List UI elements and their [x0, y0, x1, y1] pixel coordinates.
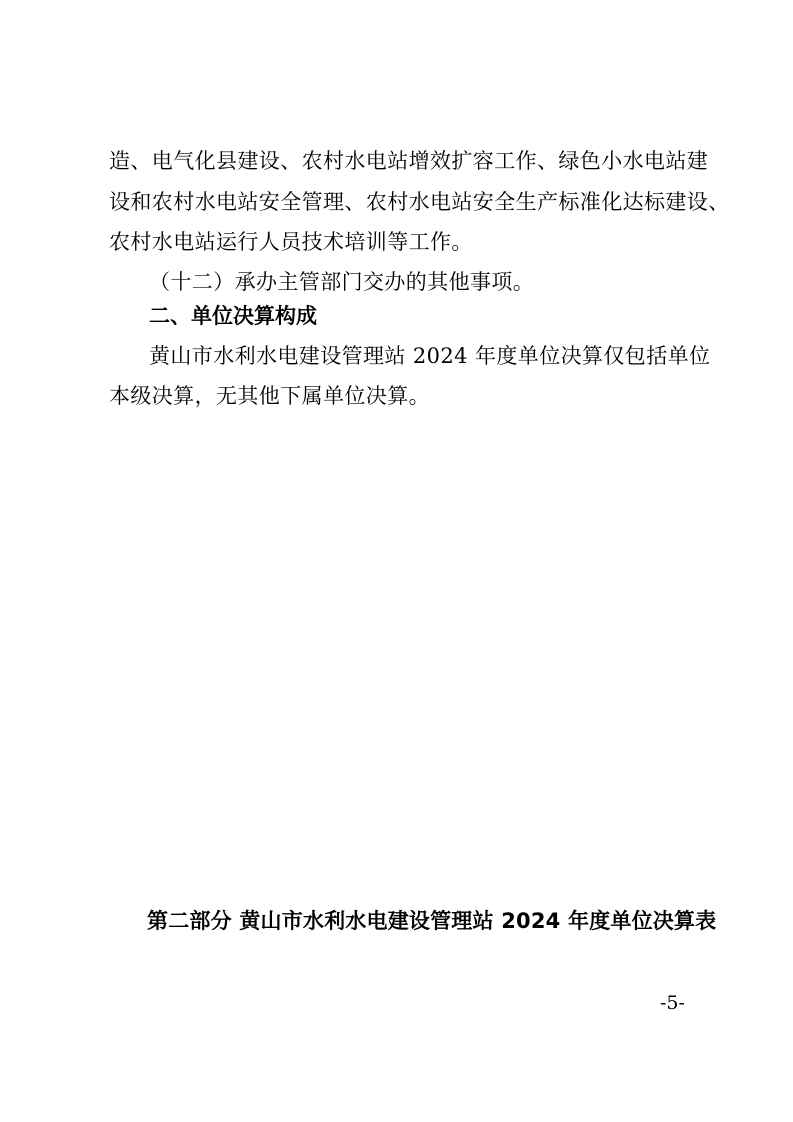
paragraph-line: 造、电气化县建设、农村水电站增效扩容工作、绿色小水电站建 — [109, 149, 709, 173]
paragraph-line: 本级决算，无其他下属单位决算。 — [109, 384, 430, 408]
paragraph-line: 设和农村水电站安全管理、农村水电站安全生产标准化达标建设、 — [109, 190, 730, 214]
paragraph-line: 农村水电站运行人员技术培训等工作。 — [109, 230, 473, 254]
list-item-12: （十二）承办主管部门交办的其他事项。 — [149, 270, 535, 294]
page-number: -5- — [660, 992, 685, 1014]
part-title: 第二部分 黄山市水利水电建设管理站 2024 年度单位决算表 — [147, 909, 717, 933]
paragraph-line: 黄山市水利水电建设管理站 2024 年度单位决算仅包括单位 — [149, 344, 711, 368]
section-heading: 二、单位决算构成 — [149, 304, 317, 328]
